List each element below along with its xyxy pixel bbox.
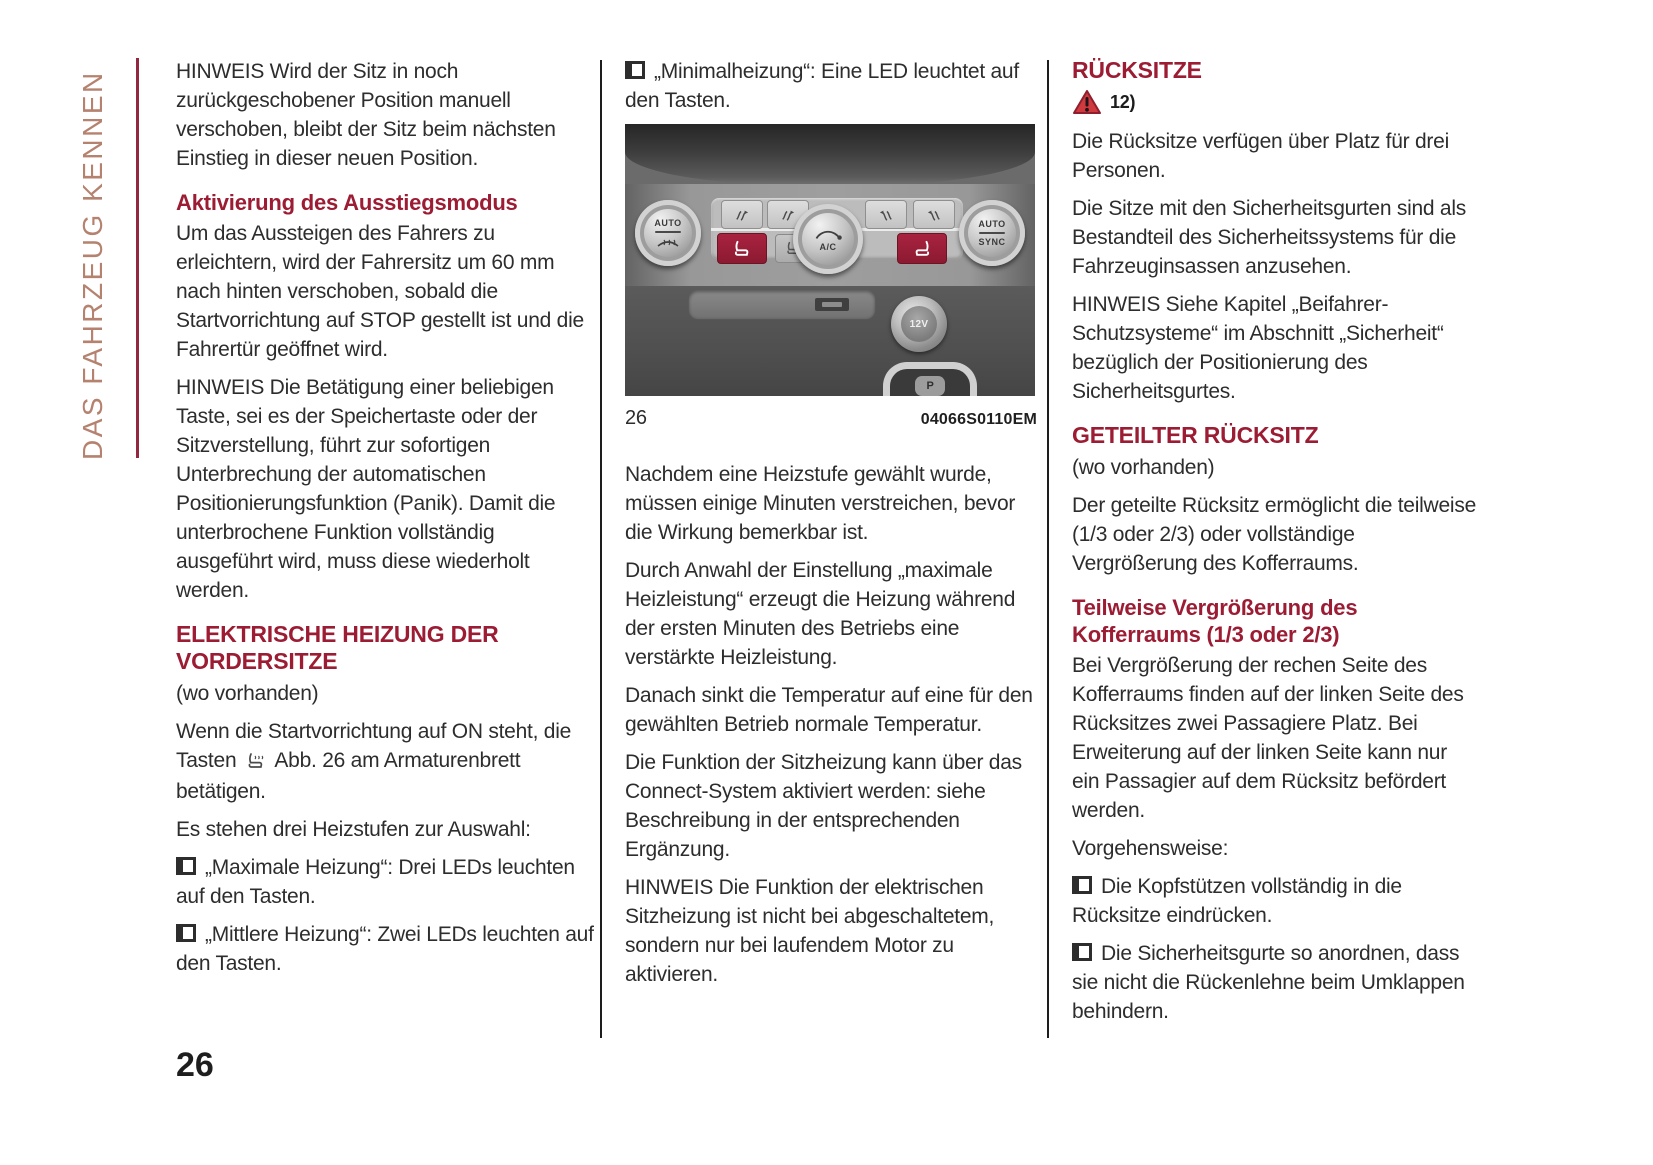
- paragraph-partial-enlargement: Bei Vergrößerung der rechen Seite des Kofferraums finden auf der linken Seite des Rücksitzes zwei Passagiere Platz. Bei Erweiterung auf der linken Seite kann nur ein Passagier auf dem Rücksitz befördert werden.: [1072, 654, 1464, 822]
- column-divider-2: [1047, 60, 1049, 1038]
- figure-climate-panel: [625, 124, 1035, 396]
- airflow-icon: [733, 208, 751, 222]
- seat-heater-button-left: [717, 233, 767, 264]
- chapter-sidebar-label: [70, 56, 116, 460]
- power-socket-label: 12V: [901, 306, 937, 342]
- heated-seat-icon: [732, 240, 752, 258]
- list-item-max-heat-text: „Maximale Heizung“: Drei LEDs leuchten auf den Tasten.: [176, 856, 575, 908]
- warning-reference-number: 12): [1110, 92, 1136, 112]
- column-divider-1: [600, 60, 602, 1038]
- paragraph-buttons-text-2: Abb. 26 am Armaturenbrett betätigen.: [176, 749, 521, 803]
- subnote-where-provided-2: (wo vorhanden): [1072, 456, 1215, 479]
- dashboard-top: [625, 124, 1035, 186]
- column-3: [1072, 57, 1476, 1035]
- figure-caption: [625, 404, 1037, 434]
- airflow-icon: [779, 208, 797, 222]
- paragraph-temp-drop: Danach sinkt die Temperatur auf eine für den gewählten Betrieb normale Temperatur.: [625, 684, 1033, 736]
- paragraph-note-button: HINWEIS Die Betätigung einer beliebigen Taste, sei es der Speichertaste oder der Sitzverstellung, führt zur sofortigen Unterbrechung der automatischen Positionierungsfunktion (Panik). Damit die unterbrochene Funktion vollständig ausgeführt wird, muss diese wiederholt werden.: [176, 376, 556, 602]
- list-item-min-heat-text: „Minimalheizung“: Eine LED leuchtet auf den Tasten.: [625, 60, 1019, 112]
- column-2: [625, 57, 1037, 998]
- sidebar-rule: [136, 58, 139, 458]
- heading-front-seat-heating: ELEKTRISCHE HEIZUNG DER VORDERSITZE: [176, 621, 499, 674]
- paragraph-three-persons: Die Rücksitze verfügen über Platz für drei Personen.: [1072, 130, 1450, 182]
- list-item-headrests-text: Die Kopfstützen vollständig in die Rücksitze eindrücken.: [1072, 875, 1402, 927]
- list-item-belts-text: Die Sicherheitsgurte so anordnen, dass sie nicht die Rückenlehne beim Umklappen behindern.: [1072, 942, 1465, 1023]
- paragraph-note-engine: HINWEIS Die Funktion der elektrischen Sitzheizung ist nicht bei abgeschaltetem, sondern nur bei laufendem Motor zu aktivieren.: [625, 876, 995, 986]
- knob-auto-label: AUTO: [978, 219, 1006, 229]
- seat-heater-button-right: [897, 233, 947, 264]
- gear-shifter: [883, 362, 977, 396]
- subnote-where-provided-1: (wo vorhanden): [176, 682, 319, 705]
- bullet-square-icon: [1072, 876, 1092, 894]
- column-1: [176, 57, 594, 987]
- usb-port: [815, 298, 849, 311]
- list-item-min-heat: [625, 57, 1037, 115]
- bullet-square-icon: [625, 61, 645, 79]
- power-socket-12v: [891, 296, 947, 352]
- airflow-button-3: [865, 200, 907, 229]
- list-item-mid-heat: [176, 920, 594, 978]
- chapter-title: DAS FAHRZEUG KENNEN: [77, 70, 108, 460]
- knob-divider: [979, 232, 1005, 234]
- heading-exit-mode: Aktivierung des Ausstiegsmodus: [176, 190, 518, 215]
- defrost-windshield-icon: [656, 236, 680, 248]
- paragraph-note-chapter: HINWEIS Siehe Kapitel „Beifahrer-Schutzsysteme“ im Abschnitt „Sicherheit“ bezüglich der Positionierung des Sicherheitsgurtes.: [1072, 293, 1444, 403]
- paragraph-buttons: [176, 717, 594, 806]
- heated-seat-icon: [912, 240, 932, 258]
- heading-partial-enlargement: Teilweise Vergrößerung des Kofferraums (1/3 oder 2/3): [1072, 595, 1358, 647]
- figure-code: 04066S0110EM: [920, 411, 1037, 428]
- paragraph-procedure: Vorgehensweise:: [1072, 837, 1229, 860]
- paragraph-buttons-text-1: Wenn die Startvorrichtung auf ON steht, die Tasten: [176, 720, 572, 772]
- list-item-belts: [1072, 939, 1476, 1026]
- paragraph-split-seat: Der geteilte Rücksitz ermöglicht die teilweise (1/3 oder 2/3) oder vollständige Vergrößerung des Kofferraums.: [1072, 494, 1476, 575]
- paragraph-max-power: Durch Anwahl der Einstellung „maximale Heizleistung“ erzeugt die Heizung während der ersten Minuten des Betriebs eine verstärkte Heizleistung.: [625, 559, 1016, 669]
- bullet-square-icon: [176, 857, 196, 875]
- temperature-knob-right: [959, 200, 1025, 266]
- list-item-max-heat: [176, 853, 594, 911]
- airflow-button-4: [913, 200, 955, 229]
- usb-pin: [822, 302, 842, 307]
- airflow-icon: [877, 208, 895, 222]
- bullet-square-icon: [1072, 943, 1092, 961]
- seat-heating-icon: [246, 748, 266, 777]
- list-item-mid-heat-text: „Mittlere Heizung“: Zwei LEDs leuchten auf den Tasten.: [176, 923, 594, 975]
- knob-divider: [655, 231, 681, 233]
- heading-rear-seats: RÜCKSITZE: [1072, 57, 1202, 83]
- figure-number: 26: [625, 407, 647, 429]
- paragraph-levels: Es stehen drei Heizstufen zur Auswahl:: [176, 818, 531, 841]
- paragraph-after-selection: Nachdem eine Heizstufe gewählt wurde, müssen einige Minuten verstreichen, bevor die Wirkung bemerkbar ist.: [625, 463, 1016, 544]
- temperature-knob-left: [635, 200, 701, 266]
- fan-knob-center: [793, 204, 863, 274]
- paragraph-note-seat: HINWEIS Wird der Sitz in noch zurückgeschobener Position manuell verschoben, bleibt der Sitz beim nächsten Einstieg in dieser neuen Position.: [176, 60, 556, 170]
- knob-auto-label: AUTO: [654, 218, 682, 228]
- heading-split-rear-seat: GETEILTER RÜCKSITZ: [1072, 422, 1319, 448]
- fan-dial-arc-icon: [808, 226, 848, 242]
- airflow-button-1: [721, 200, 763, 229]
- warning-reference-row: [1072, 88, 1476, 117]
- storage-tray: [689, 290, 875, 318]
- bullet-square-icon: [176, 924, 196, 942]
- sync-label: SYNC: [978, 237, 1006, 247]
- warning-triangle-icon: [1072, 89, 1102, 116]
- list-item-headrests: [1072, 872, 1476, 930]
- page-number: 26: [176, 1046, 214, 1084]
- paragraph-connect-system: Die Funktion der Sitzheizung kann über das Connect-System aktiviert werden: siehe Beschreibung in der entsprechenden Ergänzung.: [625, 751, 1022, 861]
- park-button: P: [915, 376, 945, 396]
- paragraph-exit-mode: Um das Aussteigen des Fahrers zu erleichtern, wird der Fahrersitz um 60 mm nach hinten verschoben, sobald die Startvorrichtung auf STOP gestellt ist und die Fahrertür geöffnet wird.: [176, 222, 584, 361]
- paragraph-seatbelts: Die Sitze mit den Sicherheitsgurten sind als Bestandteil des Sicherheitssystems für die Fahrzeuginsassen anzusehen.: [1072, 197, 1467, 278]
- ac-label: A/C: [819, 242, 837, 252]
- airflow-icon: [925, 208, 943, 222]
